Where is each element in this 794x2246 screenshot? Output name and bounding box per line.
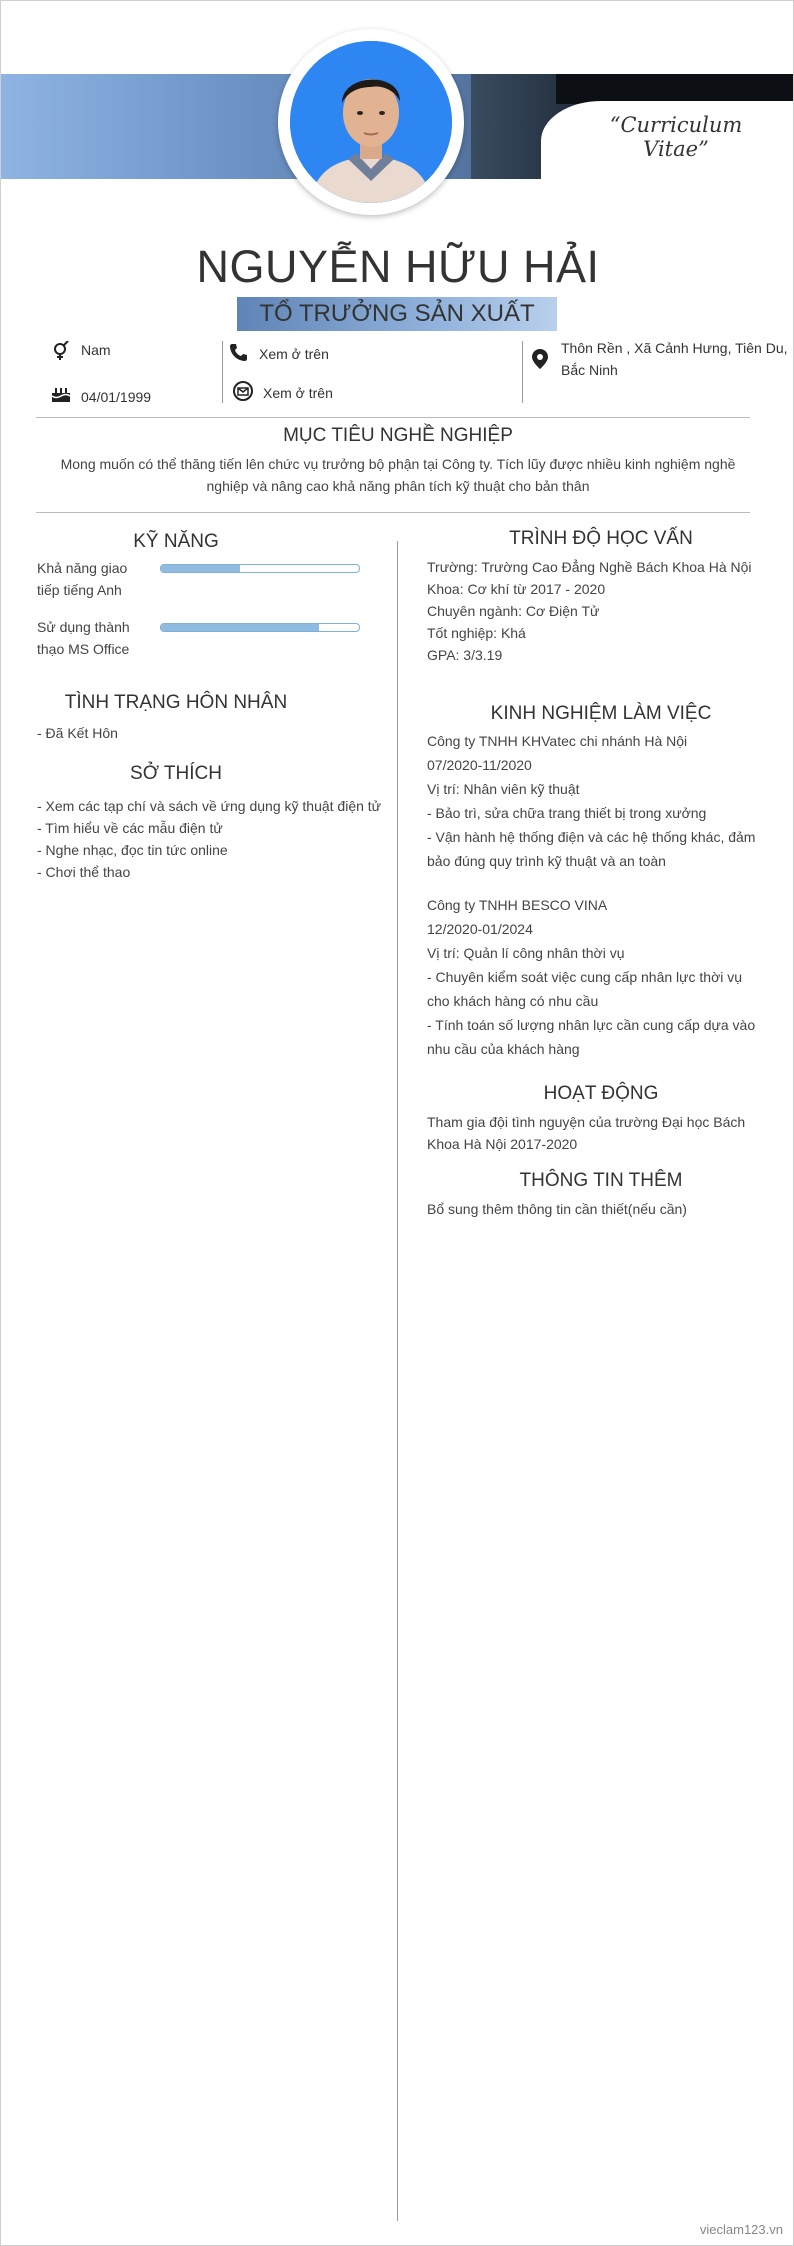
education-title: TRÌNH ĐỘ HỌC VẤN bbox=[509, 528, 693, 549]
dob-value: 04/01/1999 bbox=[81, 389, 152, 405]
job-1-period: 07/2020-11/2020 bbox=[427, 757, 532, 773]
skill-label-2-line-2: thạo MS Office bbox=[37, 641, 130, 657]
candidate-name: NGUYỄN HỮU HẢI bbox=[196, 241, 600, 292]
job-1-company: Công ty TNHH KHVatec chi nhánh Hà Nội bbox=[427, 733, 688, 749]
position-title: TỔ TRƯỞNG SẢN XUẤT bbox=[259, 300, 535, 327]
job-2-period: 12/2020-01/2024 bbox=[427, 921, 533, 937]
education-details bbox=[427, 556, 787, 666]
objective-line-2: nghiệp và nâng cao khả năng phân tích kỹ thuật cho bản thân bbox=[206, 478, 590, 494]
hobby-item: - Nghe nhạc, đọc tin tức online bbox=[37, 842, 228, 858]
skill-bar-1 bbox=[160, 564, 360, 573]
email-icon bbox=[233, 381, 253, 401]
skill-label-1 bbox=[37, 557, 167, 601]
divider-middle bbox=[36, 512, 750, 513]
skill-bar-2-fill bbox=[161, 624, 319, 631]
job-2-company: Công ty TNHH BESCO VINA bbox=[427, 897, 608, 913]
skill-bar-2 bbox=[160, 623, 360, 632]
location-pin-icon bbox=[532, 349, 548, 369]
column-divider bbox=[397, 541, 398, 2221]
job-2-duty: - Tính toán số lượng nhân lực cần cung cấp dựa vào bbox=[427, 1017, 756, 1033]
education-line: Tốt nghiệp: Khá bbox=[427, 625, 526, 641]
activities-line-2: Khoa Hà Nội 2017-2020 bbox=[427, 1136, 578, 1152]
job-1-duty: - Bảo trì, sửa chữa trang thiết bị trong xưởng bbox=[427, 805, 707, 821]
address-line-1: Thôn Rền , Xã Cảnh Hưng, Tiên Du, bbox=[561, 340, 788, 356]
education-line: GPA: 3/3.19 bbox=[427, 647, 503, 663]
curriculum-vitae-script: “Curriculum Vitae” bbox=[609, 113, 743, 161]
job-2-duty: - Chuyên kiểm soát việc cung cấp nhân lực thời vụ bbox=[427, 969, 743, 985]
experience-job-1 bbox=[427, 729, 787, 873]
birthday-cake-icon bbox=[51, 385, 71, 403]
job-2-duty: cho khách hàng có nhu cầu bbox=[427, 993, 599, 1009]
portrait-illustration bbox=[290, 41, 452, 203]
divider-top bbox=[36, 417, 750, 418]
skill-bar-1-fill bbox=[161, 565, 240, 572]
extra-text: Bổ sung thêm thông tin cần thiết(nếu cần) bbox=[427, 1201, 687, 1217]
skills-title: KỸ NĂNG bbox=[133, 531, 219, 552]
job-2-role: Vị trí: Quản lí công nhân thời vụ bbox=[427, 945, 625, 961]
job-1-duty: bảo đúng quy trình kỹ thuật và an toàn bbox=[427, 853, 666, 869]
skill-label-1-line-1: Khả năng giao bbox=[37, 560, 128, 576]
gender-value: Nam bbox=[81, 342, 111, 358]
education-line: Khoa: Cơ khí từ 2017 - 2020 bbox=[427, 581, 606, 597]
skill-label-2-line-1: Sử dụng thành bbox=[37, 619, 130, 635]
experience-title: KINH NGHIỆM LÀM VIỆC bbox=[490, 703, 712, 724]
address-value bbox=[561, 337, 791, 381]
gender-icon bbox=[51, 341, 69, 361]
objective-line-1: Mong muốn có thể thăng tiến lên chức vụ trưởng bộ phận tại Công ty. Tích lũy được nhiều kinh nghiệm nghề bbox=[60, 456, 736, 472]
objective-text bbox=[1, 453, 794, 497]
avatar-ring bbox=[278, 29, 464, 215]
phone-value: Xem ở trên bbox=[259, 346, 329, 362]
education-line: Chuyên ngành: Cơ Điện Tử bbox=[427, 603, 600, 619]
activities-title: HOẠT ĐỘNG bbox=[543, 1083, 659, 1104]
skill-label-1-line-2: tiếp tiếng Anh bbox=[37, 582, 122, 598]
info-divider-1 bbox=[222, 341, 223, 403]
email-value: Xem ở trên bbox=[263, 385, 333, 401]
footer-watermark: vieclam123.vn bbox=[699, 2222, 783, 2237]
job-2-duty: nhu cầu của khách hàng bbox=[427, 1041, 580, 1057]
activities-line-1: Tham gia đội tình nguyện của trường Đại học Bách bbox=[427, 1114, 746, 1130]
education-line: Trường: Trường Cao Đẳng Nghề Bách Khoa Hà Nội bbox=[427, 559, 752, 575]
activities-text bbox=[427, 1111, 787, 1155]
hobbies-list bbox=[37, 795, 392, 883]
hobby-item: - Xem các tạp chí và sách về ứng dụng kỹ thuật điện tử bbox=[37, 798, 382, 814]
extra-title: THÔNG TIN THÊM bbox=[519, 1170, 683, 1191]
hobby-item: - Tìm hiểu về các mẫu điện tử bbox=[37, 820, 223, 836]
job-1-role: Vị trí: Nhân viên kỹ thuật bbox=[427, 781, 580, 797]
hobbies-title: SỞ THÍCH bbox=[130, 763, 222, 784]
header-band-top bbox=[556, 74, 794, 104]
phone-icon bbox=[229, 343, 247, 361]
experience-job-2 bbox=[427, 893, 787, 1061]
skill-label-2 bbox=[37, 616, 167, 660]
marital-value: - Đã Kết Hôn bbox=[37, 725, 118, 741]
hobby-item: - Chơi thể thao bbox=[37, 864, 131, 880]
address-line-2: Bắc Ninh bbox=[561, 362, 618, 378]
info-divider-2 bbox=[522, 341, 523, 403]
objective-title: MỤC TIÊU NGHỀ NGHIỆP bbox=[283, 425, 513, 446]
avatar bbox=[290, 41, 452, 203]
marital-title: TÌNH TRẠNG HÔN NHÂN bbox=[64, 692, 288, 713]
job-1-duty: - Vận hành hệ thống điện và các hệ thống khác, đảm bbox=[427, 829, 756, 845]
